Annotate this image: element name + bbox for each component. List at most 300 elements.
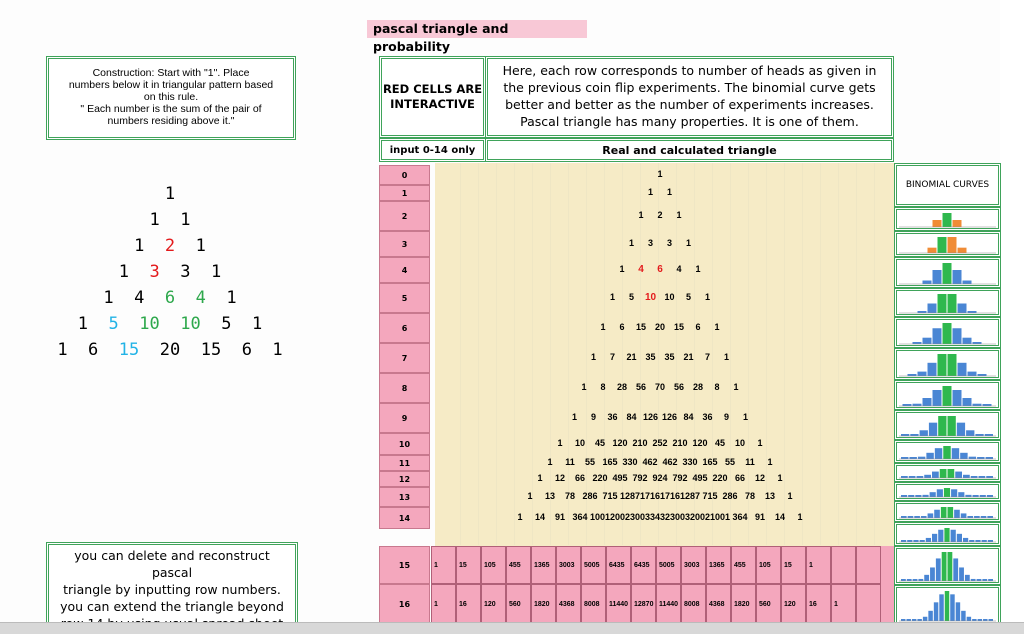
triangle-cell: 1 (797, 512, 803, 522)
binomial-bar (958, 248, 967, 253)
extended-row-cell[interactable]: 1 (806, 546, 831, 584)
left-triangle-row (0, 312, 340, 336)
left-triangle-number: 1 (118, 262, 130, 282)
binomial-chart (897, 260, 998, 285)
binomial-curve-cell (894, 207, 1001, 231)
extended-row-cell[interactable]: 16 (806, 584, 831, 624)
triangle-cell: 1 (676, 210, 682, 220)
extended-row-cell[interactable]: 1365 (531, 546, 556, 584)
binomial-bar (940, 469, 947, 478)
left-triangle-number: 10 (180, 314, 201, 334)
left-triangle-number: 4 (134, 288, 145, 308)
binomial-chart (897, 588, 998, 622)
binomial-bar (939, 594, 943, 621)
horizontal-scrollbar[interactable] (0, 622, 1024, 634)
triangle-cell: 120 (692, 438, 708, 448)
triangle-cell: 286 (722, 491, 738, 501)
triangle-cell: 78 (564, 491, 575, 501)
triangle-cell: 1 (723, 352, 729, 362)
row-index-input[interactable]: 7 (379, 343, 430, 373)
left-triangle-row (0, 234, 340, 258)
triangle-cell: 10 (664, 292, 675, 302)
left-triangle-number: 1 (57, 340, 68, 360)
grid-line (532, 163, 533, 545)
triangle-cell: 220 (712, 473, 728, 483)
binomial-bar (943, 323, 952, 344)
binomial-bar (942, 552, 947, 581)
triangle-cell: 8 (600, 382, 606, 392)
binomial-bar (934, 602, 938, 621)
binomial-bar (963, 338, 972, 344)
binomial-bar (973, 404, 982, 406)
left-triangle-number: 6 (164, 288, 176, 308)
left-triangle-row (0, 338, 340, 362)
triangle-cell: 13 (764, 491, 775, 501)
left-triangle-row (0, 208, 340, 232)
binomial-curve-cell (894, 585, 1001, 625)
triangle-cell: 1 (777, 473, 783, 483)
binomial-bar (945, 591, 949, 621)
binomial-bar (955, 472, 962, 478)
construction-line: on this rule. (143, 91, 199, 103)
binomial-bar (963, 475, 970, 478)
binomial-bar (918, 372, 927, 376)
grid-line (496, 163, 497, 545)
binomial-bar (961, 611, 965, 621)
triangle-cell: 28 (616, 382, 627, 392)
row-index-input[interactable]: 11 (379, 455, 430, 471)
binomial-bar (963, 281, 972, 285)
binomial-bar (943, 213, 952, 227)
grid-line (820, 163, 821, 545)
extended-row-cell[interactable]: 12870 (631, 584, 656, 624)
triangle-cell: 364 (732, 512, 748, 522)
binomial-chart (897, 320, 998, 345)
left-triangle-row (0, 182, 340, 206)
input-label: input 0-14 only (379, 138, 486, 162)
left-triangle-number: 10 (139, 314, 160, 334)
extended-row-cell[interactable]: 5005 (581, 546, 606, 584)
left-triangle-number: 1 (164, 184, 176, 204)
extended-row-cell[interactable]: 11440 (656, 584, 681, 624)
binomial-bar (951, 489, 957, 497)
triangle-cell: 6 (695, 322, 701, 332)
triangle-cell: 165 (602, 457, 618, 467)
row-index-input[interactable]: 13 (379, 487, 430, 507)
triangle-cell: 10 (644, 292, 657, 303)
note-line: you can extend the triangle beyond (60, 599, 284, 614)
binomial-curve-cell (894, 288, 1001, 317)
binomial-chart (897, 234, 998, 254)
triangle-cell: 126 (642, 412, 659, 422)
left-triangle-number: 15 (200, 340, 222, 360)
construction-line: numbers residing above it." (107, 115, 235, 127)
binomial-bar (924, 575, 929, 581)
binomial-bar (966, 430, 974, 436)
binomial-bar (928, 304, 937, 314)
extended-row-cell[interactable]: 120 (481, 584, 506, 624)
extended-row-cell[interactable]: 15 (781, 546, 806, 584)
triangle-cell: 21 (626, 352, 637, 362)
triangle-cell: 10 (574, 438, 585, 448)
binomial-bar (956, 602, 960, 621)
extended-row-cell[interactable]: 15 (456, 546, 481, 584)
triangle-cell: 11 (565, 457, 575, 467)
extended-row-cell[interactable]: 1 (431, 546, 456, 584)
binomial-bar (934, 510, 940, 518)
binomial-bar (950, 594, 954, 621)
triangle-cell: 1 (619, 264, 625, 274)
left-triangle-number: 3 (180, 262, 191, 282)
triangle-cell: 715 (702, 491, 718, 501)
extended-row-cell[interactable]: 455 (731, 546, 756, 584)
binomial-curve-cell (894, 440, 1001, 463)
binomial-bar (938, 354, 947, 376)
triangle-cell: 55 (584, 457, 595, 467)
grid-line (802, 163, 803, 545)
left-triangle-number: 6 (88, 340, 99, 360)
triangle-cell: 792 (672, 473, 688, 483)
extended-row-cell[interactable]: 1365 (706, 546, 731, 584)
triangle-cell: 9 (590, 412, 596, 422)
extended-row-cell[interactable]: 105 (756, 546, 781, 584)
triangle-cell: 330 (682, 457, 698, 467)
triangle-cell: 1 (638, 210, 644, 220)
binomial-bar (928, 248, 937, 253)
triangle-cell: 5 (685, 292, 691, 302)
extended-row-cell[interactable]: 3003 (681, 546, 706, 584)
binomial-bar (913, 404, 922, 406)
binomial-bar (944, 528, 949, 542)
triangle-cell: 1 (537, 473, 543, 483)
triangle-cell: 2002 (609, 512, 631, 522)
extended-row-cell[interactable]: 120 (781, 584, 806, 624)
row-index-input[interactable]: 2 (379, 201, 430, 231)
extended-row-cell[interactable]: 6435 (606, 546, 631, 584)
triangle-cell: 28 (692, 382, 703, 392)
extended-row-cell[interactable] (856, 584, 881, 624)
binomial-curve-cell (894, 231, 1001, 257)
binomial-bar (932, 472, 939, 478)
binomial-bar (938, 416, 946, 436)
triangle-cell: 6 (657, 264, 663, 275)
triangle-cell: 36 (607, 412, 618, 422)
triangle-cell: 1 (666, 187, 672, 197)
triangle-cell: 3003 (669, 512, 691, 522)
binomial-curve-cell (894, 380, 1001, 410)
binomial-chart (897, 504, 998, 519)
triangle-cell: 15 (635, 322, 646, 332)
binomial-bar (926, 453, 933, 459)
triangle-cell: 4 (638, 264, 644, 275)
triangle-cell: 1 (704, 292, 710, 302)
grid-line (874, 163, 875, 545)
row-index-input[interactable]: 10 (379, 433, 430, 455)
triangle-cell: 495 (612, 473, 628, 483)
row-index-input[interactable]: 1 (379, 185, 430, 201)
triangle-cell: 5 (628, 292, 634, 302)
binomial-curve-cell (894, 463, 1001, 482)
triangle-cell: 165 (702, 457, 718, 467)
triangle-cell: 66 (574, 473, 585, 483)
binomial-bar (948, 507, 954, 518)
binomial-bar (953, 270, 962, 284)
triangle-cell: 91 (554, 512, 565, 522)
triangle-cell: 1 (757, 438, 763, 448)
triangle-cell: 1287 (679, 491, 701, 501)
extended-row-cell[interactable]: 5005 (656, 546, 681, 584)
triangle-cell: 2 (657, 210, 663, 220)
extended-row-cell[interactable]: 105 (481, 546, 506, 584)
triangle-cell: 56 (673, 382, 684, 392)
left-triangle-number: 1 (180, 210, 191, 230)
binomial-bar (933, 390, 942, 406)
grid-line (838, 163, 839, 545)
triangle-cell: 45 (714, 438, 725, 448)
triangle-cell: 924 (652, 473, 668, 483)
binomial-chart (897, 351, 998, 377)
triangle-cell: 462 (662, 457, 678, 467)
triangle-cell: 495 (692, 473, 708, 483)
left-triangle-number: 1 (251, 314, 263, 334)
left-triangle-number: 3 (149, 262, 160, 282)
triangle-cell: 2002 (689, 512, 711, 522)
binomial-bar (922, 495, 928, 497)
binomial-bar (958, 363, 967, 376)
triangle-cell: 1 (609, 292, 615, 302)
triangle-cell: 6 (619, 322, 625, 332)
extended-row (431, 546, 894, 584)
triangle-cell: 13 (544, 491, 555, 501)
triangle-cell: 1001 (589, 512, 611, 522)
row-index-input[interactable]: 3 (379, 231, 430, 257)
extended-row-cell[interactable]: 1820 (531, 584, 556, 624)
triangle-cell: 330 (622, 457, 638, 467)
left-triangle-number: 20 (159, 340, 181, 360)
triangle-cell: 462 (642, 457, 658, 467)
binomial-bar (926, 538, 931, 542)
binomial-bar (953, 220, 962, 227)
binomial-bar (948, 469, 955, 478)
binomial-bar (958, 304, 967, 314)
triangle-cell: 364 (572, 512, 588, 522)
binomial-bar (969, 457, 976, 459)
binomial-curve-cell (894, 546, 1001, 585)
triangle-cell: 7 (609, 352, 615, 362)
row-index-input[interactable]: 16 (379, 584, 430, 624)
triangle-cell: 70 (654, 382, 665, 392)
binomial-bar (953, 328, 962, 344)
binomial-bar (923, 617, 927, 621)
binomial-chart (897, 443, 998, 460)
triangle-cell: 3003 (629, 512, 651, 522)
left-triangle-number: 1 (77, 314, 89, 334)
construction-line: numbers below it in triangular pattern based (68, 79, 274, 91)
extended-row-cell[interactable]: 3003 (556, 546, 581, 584)
binomial-bar (963, 398, 972, 406)
left-triangle-number: 5 (108, 314, 119, 334)
note-box (46, 542, 298, 632)
grid-line (784, 163, 785, 545)
binomial-bar (943, 446, 950, 459)
grid-line (460, 163, 461, 545)
binomial-bar (944, 488, 950, 497)
row-index-input[interactable]: 5 (379, 283, 430, 313)
triangle-cell: 210 (632, 438, 648, 448)
triangle-cell: 36 (702, 412, 713, 422)
triangle-cell: 120 (612, 438, 628, 448)
row-index-input[interactable]: 9 (379, 403, 430, 433)
row-index-input[interactable]: 15 (379, 546, 430, 584)
binomial-curve-cell (894, 317, 1001, 348)
construction-line: " Each number is the sum of the pair of (80, 103, 262, 115)
binomial-chart (897, 210, 998, 228)
binomial-bar (928, 611, 932, 621)
extended-row-cell[interactable]: 455 (506, 546, 531, 584)
triangle-cell: 1 (647, 187, 653, 197)
triangle-cell: 14 (534, 512, 545, 522)
extended-row-cell[interactable] (831, 546, 856, 584)
triangle-cell: 10 (734, 438, 745, 448)
binomial-bar (932, 534, 937, 542)
extended-row-cell[interactable]: 8008 (681, 584, 706, 624)
binomial-bar (924, 475, 931, 478)
triangle-cell: 20 (654, 322, 665, 332)
triangle-cell: 8 (714, 382, 720, 392)
row-index-input[interactable]: 8 (379, 373, 430, 403)
extended-row-cell[interactable]: 4368 (706, 584, 731, 624)
triangle-cell: 1 (685, 238, 691, 248)
grid-line (568, 163, 569, 545)
binomial-bar (948, 354, 957, 376)
left-triangle-number: 1 (210, 262, 222, 282)
binomial-bar (938, 237, 947, 253)
triangle-cell: 1 (600, 322, 606, 332)
extended-row-cell[interactable]: 16 (456, 584, 481, 624)
triangle-cell: 1 (571, 412, 577, 422)
left-triangle-number: 15 (118, 340, 140, 360)
row-index-input[interactable]: 6 (379, 313, 430, 343)
triangle-cell: 45 (594, 438, 605, 448)
row-index-input[interactable]: 4 (379, 257, 430, 283)
extended-row (431, 584, 894, 624)
binomial-bar (965, 495, 971, 497)
grid-line (550, 163, 551, 545)
binomial-bar (952, 448, 959, 459)
triangle-cell: 12 (554, 473, 565, 483)
binomial-bar (930, 567, 935, 581)
extended-row-cell[interactable]: 4368 (556, 584, 581, 624)
triangle-cell: 4 (676, 264, 682, 274)
triangle-cell: 1 (714, 322, 720, 332)
binomial-bar (938, 530, 943, 542)
binomial-chart (897, 413, 998, 437)
description-text: Here, each row corresponds to number of heads as given in the previous coin flip experiments. The binomial curve gets better and better as the number of experiments increases. Pascal triangle has many properties. It is one of them. (485, 56, 894, 138)
triangle-cell: 78 (744, 491, 755, 501)
grid-line (514, 163, 515, 545)
triangle-cell: 12 (754, 473, 765, 483)
triangle-cell: 1 (527, 491, 533, 501)
binomial-bar (948, 237, 957, 253)
binomial-chart (897, 466, 998, 479)
binomial-curve-cell (894, 501, 1001, 522)
grid-line (748, 163, 749, 545)
page-title: pascal triangle and probability (367, 20, 587, 38)
binomial-bar (960, 453, 967, 459)
binomial-bar (957, 423, 965, 436)
binomial-bar (933, 270, 942, 284)
triangle-cell: 286 (582, 491, 598, 501)
binomial-bar (918, 579, 923, 581)
binomial-bar (930, 492, 936, 497)
left-triangle-number: 5 (221, 314, 232, 334)
binomial-bar (965, 575, 970, 581)
triangle-cell: 1716 (659, 491, 681, 501)
triangle-cell: 1 (657, 169, 663, 179)
binomial-bar (948, 552, 953, 581)
triangle-cell: 792 (632, 473, 648, 483)
row-index-input[interactable]: 12 (379, 471, 430, 487)
binomial-curve-cell (894, 410, 1001, 440)
extended-row-cell[interactable]: 8008 (581, 584, 606, 624)
binomial-bar (957, 534, 962, 542)
binomial-chart (897, 291, 998, 314)
binomial-bar (928, 513, 934, 518)
row-index-input[interactable]: 0 (379, 165, 430, 185)
triangle-cell: 7 (704, 352, 710, 362)
real-triangle-header: Real and calculated triangle (485, 138, 894, 162)
note-line: you can delete and reconstruct pascal (74, 548, 270, 580)
construction-line: Construction: Start with "1". Place (92, 67, 250, 79)
binomial-bar (948, 416, 956, 436)
binomial-bar (918, 457, 925, 459)
triangle-cell: 1001 (709, 512, 731, 522)
binomial-bar (971, 579, 976, 581)
binomial-bar (938, 294, 947, 313)
left-triangle-number: 1 (272, 340, 283, 360)
extended-row-cell[interactable]: 560 (756, 584, 781, 624)
left-triangle-row (0, 286, 340, 310)
binomial-bar (941, 507, 947, 518)
triangle-cell: 1 (517, 512, 523, 522)
extended-row-cell[interactable]: 11440 (606, 584, 631, 624)
binomial-curve-cell (894, 257, 1001, 288)
triangle-cell: 220 (592, 473, 608, 483)
binomial-bar (963, 538, 968, 542)
binomial-bar (951, 530, 956, 542)
row-index-input[interactable]: 14 (379, 507, 430, 529)
triangle-cell: 3 (647, 238, 653, 248)
binomial-chart (897, 485, 998, 498)
triangle-cell: 91 (754, 512, 765, 522)
grid-line (478, 163, 479, 545)
extended-row-cell[interactable]: 560 (506, 584, 531, 624)
binomial-bar (935, 448, 942, 459)
extended-row-cell[interactable]: 1820 (731, 584, 756, 624)
grid-line (856, 163, 857, 545)
binomial-bar (923, 398, 932, 406)
extended-row-cell[interactable]: 1 (431, 584, 456, 624)
left-triangle-number: 2 (164, 236, 176, 256)
triangle-cell: 35 (645, 352, 656, 362)
triangle-cell: 1 (581, 382, 587, 392)
triangle-cell: 56 (635, 382, 646, 392)
triangle-cell: 14 (774, 512, 785, 522)
triangle-cell: 66 (734, 473, 745, 483)
extended-row-cell[interactable]: 1 (831, 584, 856, 624)
extended-row-cell[interactable] (856, 546, 881, 584)
extended-row-cell[interactable]: 6435 (631, 546, 656, 584)
